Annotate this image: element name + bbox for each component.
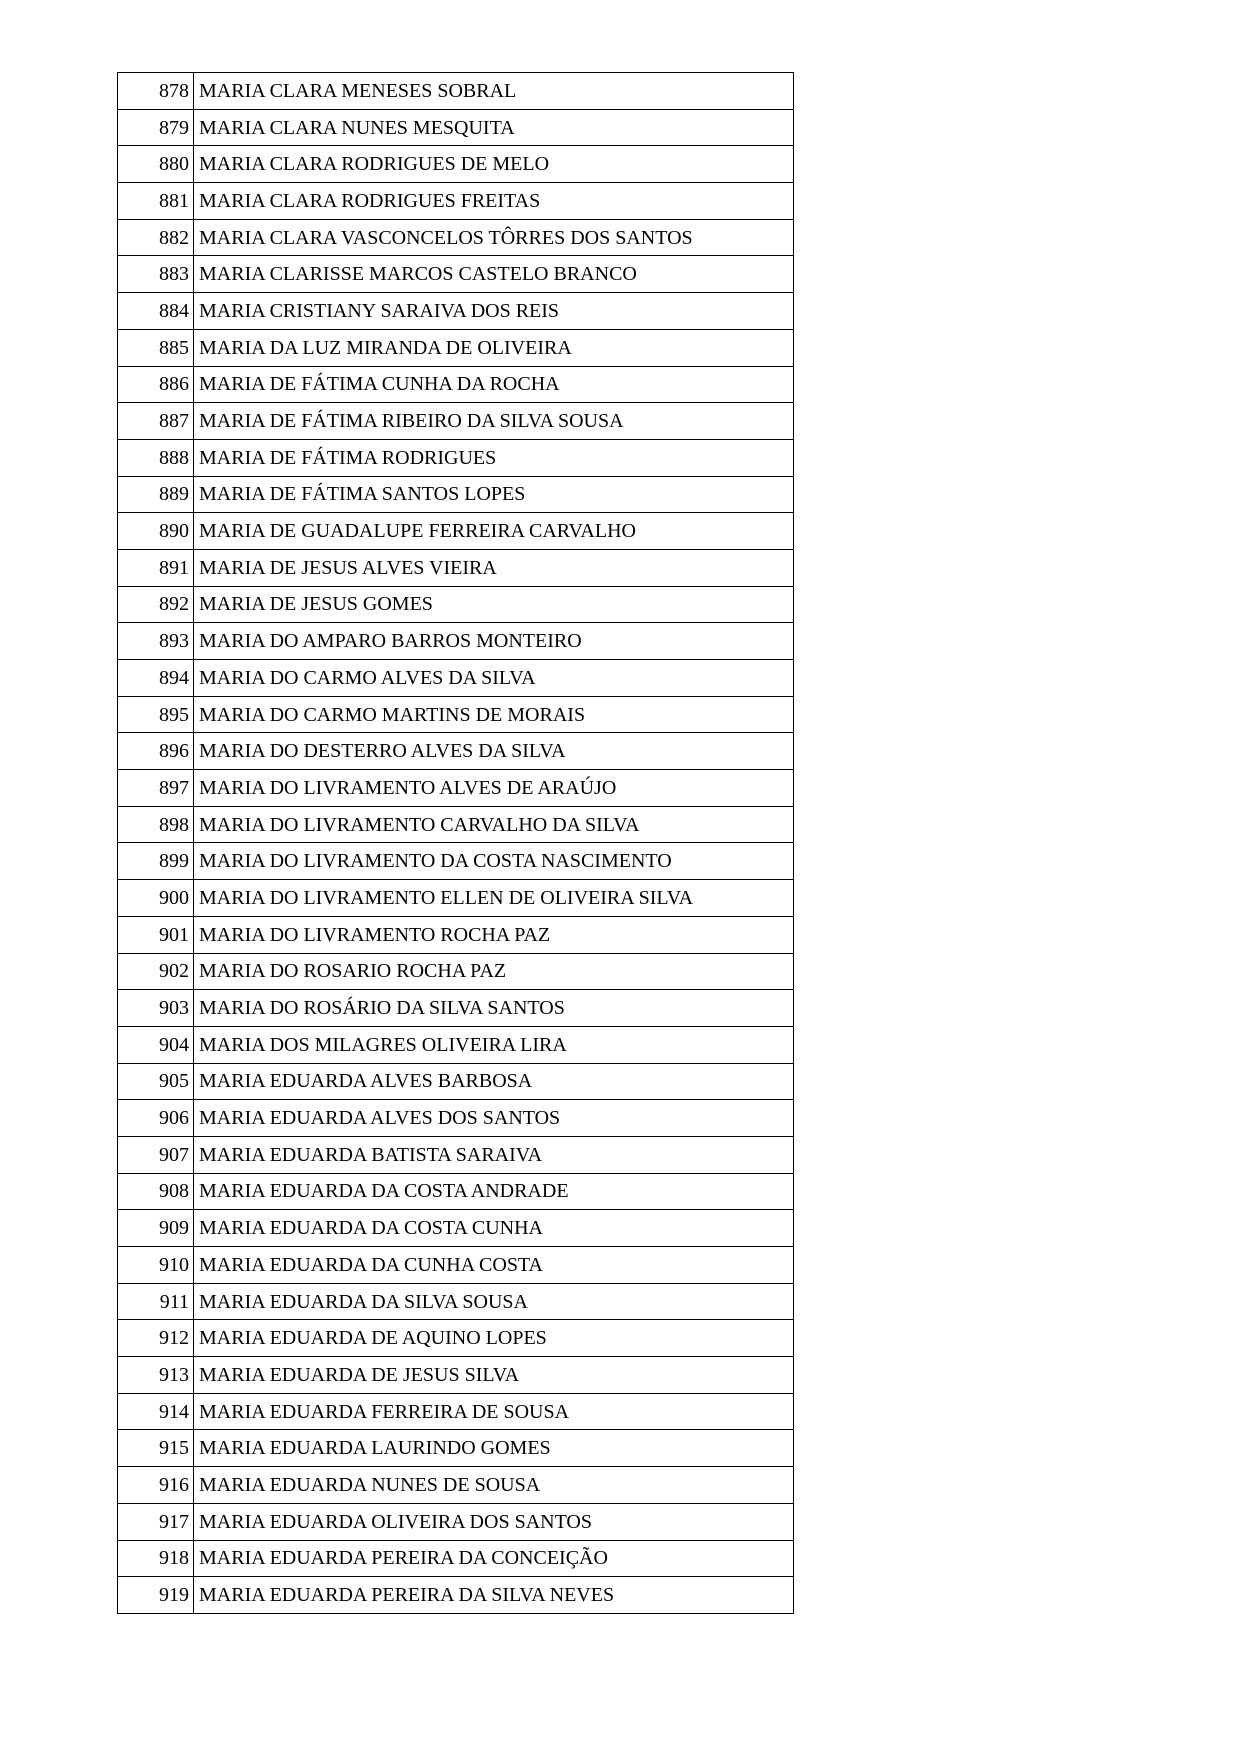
- table-row: [118, 1136, 794, 1173]
- person-name: MARIA EDUARDA BATISTA SARAIVA: [194, 1136, 794, 1173]
- row-number: 898: [118, 806, 194, 843]
- row-number: 893: [118, 623, 194, 660]
- person-name: MARIA DE FÁTIMA SANTOS LOPES: [194, 476, 794, 513]
- row-number: 886: [118, 366, 194, 403]
- row-number: 915: [118, 1430, 194, 1467]
- person-name: MARIA EDUARDA DA CUNHA COSTA: [194, 1247, 794, 1284]
- table-row: [118, 476, 794, 513]
- row-number: 896: [118, 733, 194, 770]
- person-name: MARIA EDUARDA ALVES DOS SANTOS: [194, 1100, 794, 1137]
- row-number: 917: [118, 1503, 194, 1540]
- row-number: 894: [118, 660, 194, 697]
- table-row: [118, 1357, 794, 1394]
- person-name: MARIA DO AMPARO BARROS MONTEIRO: [194, 623, 794, 660]
- row-number: 888: [118, 439, 194, 476]
- table-row: [118, 109, 794, 146]
- person-name: MARIA CLARA MENESES SOBRAL: [194, 73, 794, 110]
- row-number: 902: [118, 953, 194, 990]
- row-number: 897: [118, 770, 194, 807]
- person-name: MARIA DO LIVRAMENTO ALVES DE ARAÚJO: [194, 770, 794, 807]
- person-name: MARIA DE FÁTIMA RIBEIRO DA SILVA SOUSA: [194, 403, 794, 440]
- table-row: [118, 1320, 794, 1357]
- row-number: 879: [118, 109, 194, 146]
- row-number: 908: [118, 1173, 194, 1210]
- person-name: MARIA DO CARMO MARTINS DE MORAIS: [194, 696, 794, 733]
- table-row: [118, 329, 794, 366]
- row-number: 907: [118, 1136, 194, 1173]
- row-number: 900: [118, 880, 194, 917]
- row-number: 919: [118, 1577, 194, 1614]
- person-name: MARIA EDUARDA ALVES BARBOSA: [194, 1063, 794, 1100]
- row-number: 891: [118, 549, 194, 586]
- person-name: MARIA DO LIVRAMENTO DA COSTA NASCIMENTO: [194, 843, 794, 880]
- person-name: MARIA EDUARDA DA SILVA SOUSA: [194, 1283, 794, 1320]
- person-name: MARIA DA LUZ MIRANDA DE OLIVEIRA: [194, 329, 794, 366]
- row-number: 916: [118, 1467, 194, 1504]
- table-row: [118, 1577, 794, 1614]
- person-name: MARIA DO ROSARIO ROCHA PAZ: [194, 953, 794, 990]
- row-number: 913: [118, 1357, 194, 1394]
- table-row: [118, 1063, 794, 1100]
- row-number: 911: [118, 1283, 194, 1320]
- person-name: MARIA CLARA RODRIGUES FREITAS: [194, 183, 794, 220]
- person-name: MARIA EDUARDA DA COSTA CUNHA: [194, 1210, 794, 1247]
- table-row: [118, 990, 794, 1027]
- table-row: [118, 219, 794, 256]
- person-name: MARIA DE FÁTIMA RODRIGUES: [194, 439, 794, 476]
- row-number: 918: [118, 1540, 194, 1577]
- table-row: [118, 1467, 794, 1504]
- person-name: MARIA DE JESUS ALVES VIEIRA: [194, 549, 794, 586]
- table-row: [118, 146, 794, 183]
- table-row: [118, 660, 794, 697]
- name-list-body: [118, 73, 794, 1614]
- table-row: [118, 1247, 794, 1284]
- row-number: 882: [118, 219, 194, 256]
- person-name: MARIA EDUARDA NUNES DE SOUSA: [194, 1467, 794, 1504]
- person-name: MARIA EDUARDA DE AQUINO LOPES: [194, 1320, 794, 1357]
- row-number: 904: [118, 1026, 194, 1063]
- person-name: MARIA DO DESTERRO ALVES DA SILVA: [194, 733, 794, 770]
- table-row: [118, 366, 794, 403]
- name-list-table: [117, 72, 794, 1614]
- row-number: 878: [118, 73, 194, 110]
- person-name: MARIA EDUARDA FERREIRA DE SOUSA: [194, 1393, 794, 1430]
- table-row: [118, 1430, 794, 1467]
- person-name: MARIA EDUARDA LAURINDO GOMES: [194, 1430, 794, 1467]
- person-name: MARIA DO LIVRAMENTO ROCHA PAZ: [194, 916, 794, 953]
- row-number: 914: [118, 1393, 194, 1430]
- table-row: [118, 1026, 794, 1063]
- table-row: [118, 880, 794, 917]
- row-number: 895: [118, 696, 194, 733]
- row-number: 905: [118, 1063, 194, 1100]
- table-row: [118, 953, 794, 990]
- table-row: [118, 586, 794, 623]
- person-name: MARIA DE JESUS GOMES: [194, 586, 794, 623]
- table-row: [118, 843, 794, 880]
- table-row: [118, 183, 794, 220]
- person-name: MARIA DO ROSÁRIO DA SILVA SANTOS: [194, 990, 794, 1027]
- row-number: 889: [118, 476, 194, 513]
- row-number: 885: [118, 329, 194, 366]
- table-row: [118, 1503, 794, 1540]
- table-row: [118, 1173, 794, 1210]
- person-name: MARIA CLARA VASCONCELOS TÔRRES DOS SANTOS: [194, 219, 794, 256]
- person-name: MARIA EDUARDA DA COSTA ANDRADE: [194, 1173, 794, 1210]
- row-number: 903: [118, 990, 194, 1027]
- table-row: [118, 549, 794, 586]
- table-row: [118, 916, 794, 953]
- table-row: [118, 293, 794, 330]
- table-row: [118, 256, 794, 293]
- table-row: [118, 696, 794, 733]
- person-name: MARIA CLARA RODRIGUES DE MELO: [194, 146, 794, 183]
- row-number: 887: [118, 403, 194, 440]
- person-name: MARIA CRISTIANY SARAIVA DOS REIS: [194, 293, 794, 330]
- row-number: 881: [118, 183, 194, 220]
- table-row: [118, 770, 794, 807]
- person-name: MARIA DE FÁTIMA CUNHA DA ROCHA: [194, 366, 794, 403]
- row-number: 912: [118, 1320, 194, 1357]
- person-name: MARIA DO CARMO ALVES DA SILVA: [194, 660, 794, 697]
- person-name: MARIA DO LIVRAMENTO ELLEN DE OLIVEIRA SILVA: [194, 880, 794, 917]
- table-row: [118, 513, 794, 550]
- person-name: MARIA EDUARDA DE JESUS SILVA: [194, 1357, 794, 1394]
- table-row: [118, 73, 794, 110]
- table-row: [118, 1283, 794, 1320]
- person-name: MARIA CLARISSE MARCOS CASTELO BRANCO: [194, 256, 794, 293]
- table-row: [118, 1100, 794, 1137]
- table-row: [118, 1540, 794, 1577]
- person-name: MARIA EDUARDA PEREIRA DA CONCEIÇÃO: [194, 1540, 794, 1577]
- row-number: 899: [118, 843, 194, 880]
- row-number: 890: [118, 513, 194, 550]
- table-row: [118, 733, 794, 770]
- person-name: MARIA DO LIVRAMENTO CARVALHO DA SILVA: [194, 806, 794, 843]
- person-name: MARIA EDUARDA PEREIRA DA SILVA NEVES: [194, 1577, 794, 1614]
- table-row: [118, 1210, 794, 1247]
- row-number: 883: [118, 256, 194, 293]
- row-number: 892: [118, 586, 194, 623]
- person-name: MARIA CLARA NUNES MESQUITA: [194, 109, 794, 146]
- table-row: [118, 623, 794, 660]
- row-number: 901: [118, 916, 194, 953]
- row-number: 910: [118, 1247, 194, 1284]
- table-row: [118, 403, 794, 440]
- table-row: [118, 1393, 794, 1430]
- table-row: [118, 439, 794, 476]
- person-name: MARIA DE GUADALUPE FERREIRA CARVALHO: [194, 513, 794, 550]
- row-number: 880: [118, 146, 194, 183]
- person-name: MARIA DOS MILAGRES OLIVEIRA LIRA: [194, 1026, 794, 1063]
- person-name: MARIA EDUARDA OLIVEIRA DOS SANTOS: [194, 1503, 794, 1540]
- row-number: 909: [118, 1210, 194, 1247]
- row-number: 906: [118, 1100, 194, 1137]
- table-row: [118, 806, 794, 843]
- row-number: 884: [118, 293, 194, 330]
